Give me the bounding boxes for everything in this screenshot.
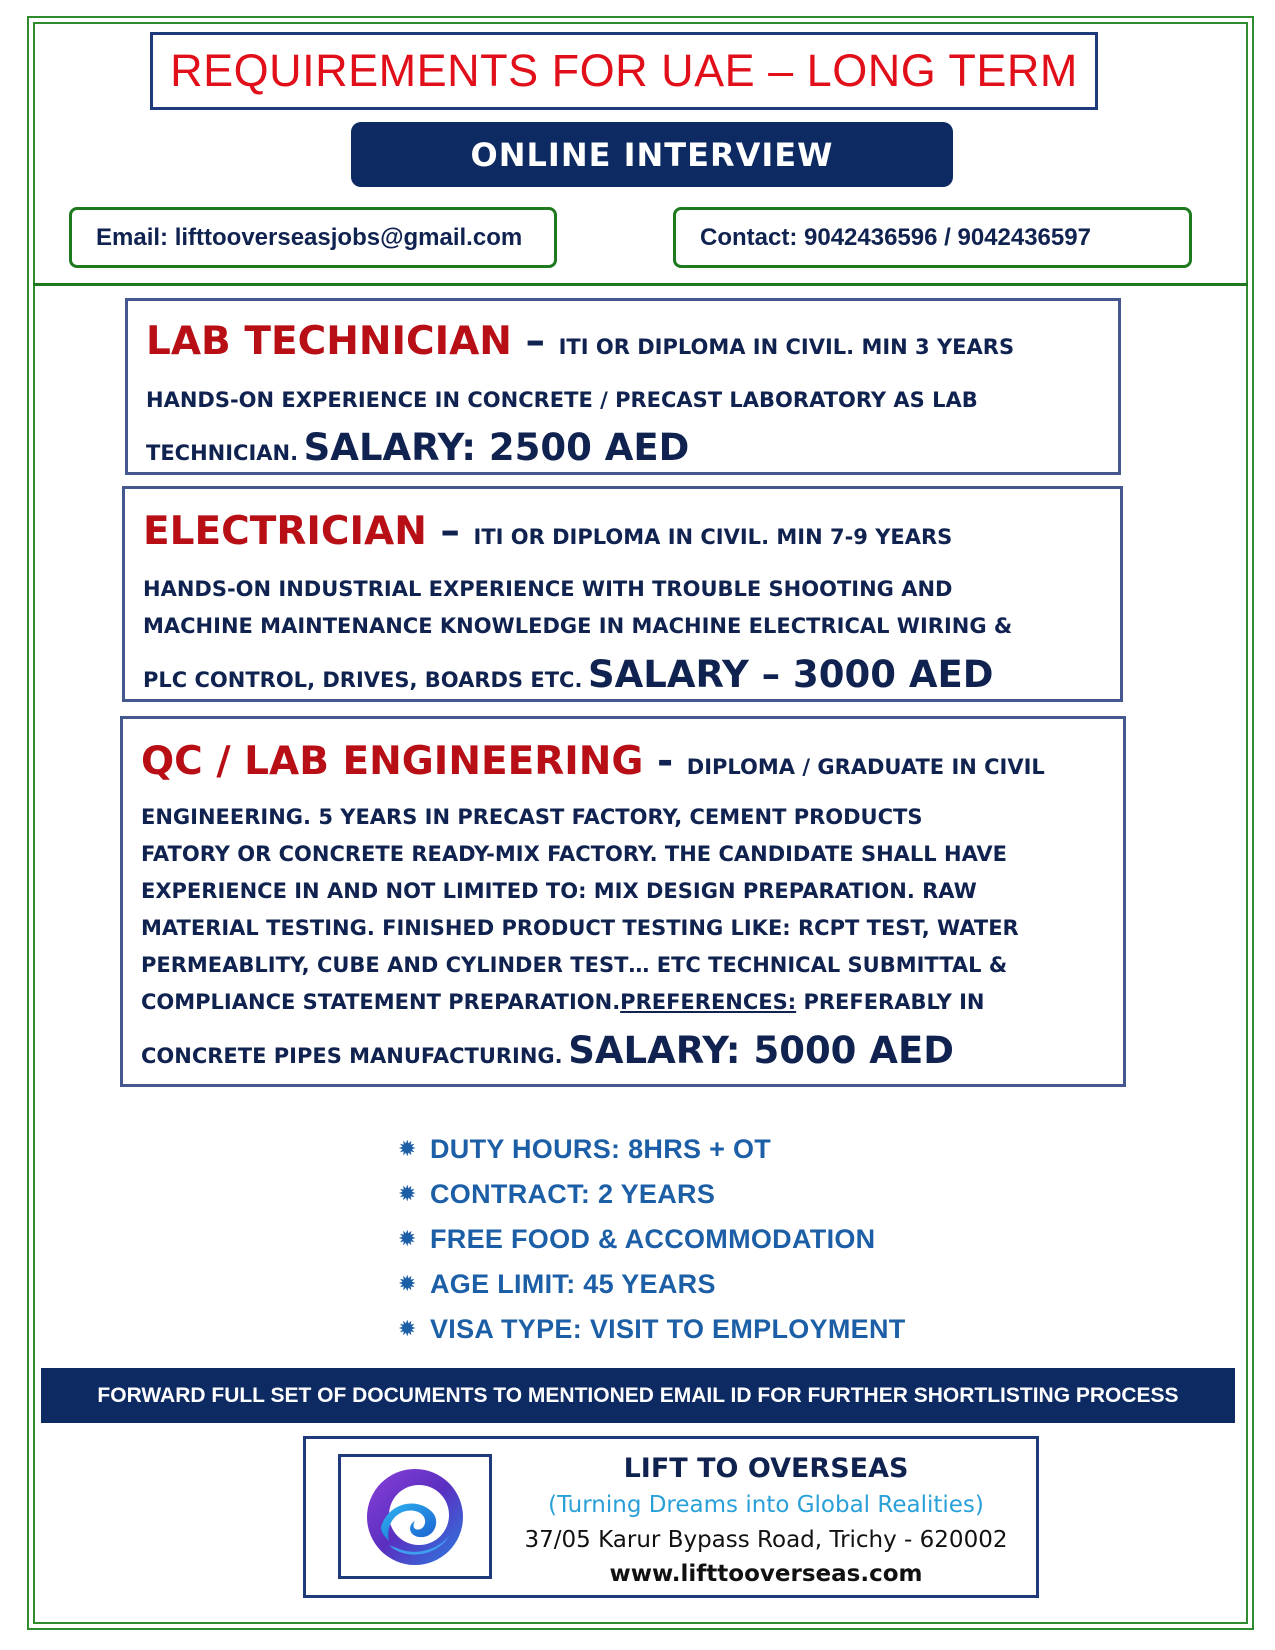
- job-salary: SALARY: 5000 AED: [568, 1029, 954, 1072]
- list-item: ✹ FREE FOOD & ACCOMMODATION: [398, 1224, 876, 1254]
- job-desc: ENGINEERING. 5 YEARS IN PRECAST FACTORY, CEMENT PRODUCTS: [141, 805, 923, 829]
- job-desc: TECHNICIAN.: [146, 441, 299, 465]
- job-desc: PLC CONTROL, DRIVES, BOARDS ETC.: [143, 668, 583, 692]
- company-name: LIFT TO OVERSEAS: [623, 1453, 909, 1484]
- job-salary: SALARY: 2500 AED: [303, 426, 690, 469]
- job-title: QC / LAB ENGINEERING: [141, 739, 644, 784]
- job-card-lab-technician: LAB TECHNICIAN – ITI OR DIPLOMA IN CIVIL. MIN 3 YEARS HANDS-ON EXPERIENCE IN CONCRETE / PRECAST LABORATORY AS LAB TECHNICIAN. SALARY: 2500 AED: [125, 298, 1121, 475]
- job-desc: PERMEABLITY, CUBE AND CYLINDER TEST… ETC TECHNICAL SUBMITTAL &: [141, 953, 1008, 977]
- job-title: ELECTRICIAN: [143, 509, 427, 554]
- email-text[interactable]: Email: lifttooverseasjobs@gmail.com: [96, 223, 523, 251]
- job-desc: EXPERIENCE IN AND NOT LIMITED TO: MIX DESIGN PREPARATION. RAW: [141, 879, 977, 903]
- list-item: ✹ AGE LIMIT: 45 YEARS: [398, 1269, 716, 1299]
- job-desc: FATORY OR CONCRETE READY-MIX FACTORY. THE CANDIDATE SHALL HAVE: [141, 842, 1007, 866]
- email-box: [69, 207, 557, 268]
- title-box: [150, 32, 1098, 110]
- job-desc: CONCRETE PIPES MANUFACTURING.: [141, 1044, 563, 1068]
- company-tagline: (Turning Dreams into Global Realities): [548, 1492, 984, 1518]
- list-item: ✹ VISA TYPE: VISIT TO EMPLOYMENT: [398, 1314, 906, 1344]
- interview-mode-label: ONLINE INTERVIEW: [470, 135, 834, 174]
- job-card-electrician: ELECTRICIAN – ITI OR DIPLOMA IN CIVIL. MIN 7-9 YEARS HANDS-ON INDUSTRIAL EXPERIENCE WITH TROUBLE SHOOTING AND MACHINE MAINTENANCE KNOWLEDGE IN MACHINE ELECTRICAL WIRING & PLC CONTROL, DRIVES, BOARDS ETC. SALARY – 3000 AED: [122, 486, 1123, 702]
- benefits-list: [398, 1127, 906, 1352]
- job-desc: PREFERABLY IN: [796, 990, 985, 1014]
- list-item: ✹ CONTRACT: 2 YEARS: [398, 1179, 716, 1209]
- star-bullet-icon: ✹: [398, 1137, 417, 1162]
- star-bullet-icon: ✹: [398, 1227, 417, 1252]
- job-desc: COMPLIANCE STATEMENT PREPARATION.: [141, 990, 621, 1014]
- job-salary: SALARY – 3000 AED: [588, 653, 994, 696]
- job-desc: MACHINE MAINTENANCE KNOWLEDGE IN MACHINE ELECTRICAL WIRING &: [143, 614, 1013, 638]
- company-address: 37/05 Karur Bypass Road, Trichy - 620002: [524, 1527, 1008, 1553]
- job-desc: ITI OR DIPLOMA IN CIVIL. MIN 7-9 YEARS: [473, 525, 953, 549]
- contact-text[interactable]: Contact: 9042436596 / 9042436597: [700, 223, 1091, 251]
- contact-box: [673, 207, 1192, 268]
- swirl-logo-icon: [359, 1461, 471, 1573]
- job-desc: HANDS-ON EXPERIENCE IN CONCRETE / PRECAST LABORATORY AS LAB: [146, 388, 978, 412]
- preferences-label: PREFERENCES:: [620, 990, 797, 1014]
- job-desc: HANDS-ON INDUSTRIAL EXPERIENCE WITH TROUBLE SHOOTING AND: [143, 577, 953, 601]
- job-desc: ITI OR DIPLOMA IN CIVIL. MIN 3 YEARS: [558, 335, 1015, 359]
- company-footer: [303, 1436, 1039, 1598]
- banner-text: FORWARD FULL SET OF DOCUMENTS TO MENTIONED EMAIL ID FOR FURTHER SHORTLISTING PROCESS: [97, 1383, 1179, 1407]
- star-bullet-icon: ✹: [398, 1317, 417, 1342]
- instructions-banner: [41, 1368, 1235, 1423]
- star-bullet-icon: ✹: [398, 1272, 417, 1297]
- list-item: ✹ DUTY HOURS: 8HRS + OT: [398, 1134, 772, 1164]
- job-desc: MATERIAL TESTING. FINISHED PRODUCT TESTING LIKE: RCPT TEST, WATER: [141, 916, 1019, 940]
- interview-mode-badge: [351, 122, 953, 187]
- job-title: LAB TECHNICIAN: [146, 319, 512, 364]
- section-divider: [33, 283, 1248, 286]
- company-website-link[interactable]: www.lifttooverseas.com: [609, 1561, 923, 1587]
- star-bullet-icon: ✹: [398, 1182, 417, 1207]
- logo-frame: [338, 1454, 492, 1579]
- job-card-qc-lab-engineering: QC / LAB ENGINEERING - DIPLOMA / GRADUATE IN CIVIL ENGINEERING. 5 YEARS IN PRECAST FACTORY, CEMENT PRODUCTS FATORY OR CONCRETE READY-MIX FACTORY. THE CANDIDATE SHALL HAVE EXPERIENCE IN AND NOT LIMITED TO: MIX DESIGN PREPARATION. RAW MATERIAL TESTING. FINISHED PRODUCT TESTING LIKE: RCPT TEST, WATER PERMEABLITY, CUBE AND CYLINDER TEST… ETC TECHNICAL SUBMITTAL & COMPLIANCE STATEMENT PREPARATION.PREFERENCES: PREFERABLY IN CONCRETE PIPES MANUFACTURING. SALARY: 5000 AED: [120, 716, 1126, 1087]
- page-title: REQUIREMENTS FOR UAE – LONG TERM: [170, 45, 1078, 96]
- job-desc: DIPLOMA / GRADUATE IN CIVIL: [686, 755, 1045, 779]
